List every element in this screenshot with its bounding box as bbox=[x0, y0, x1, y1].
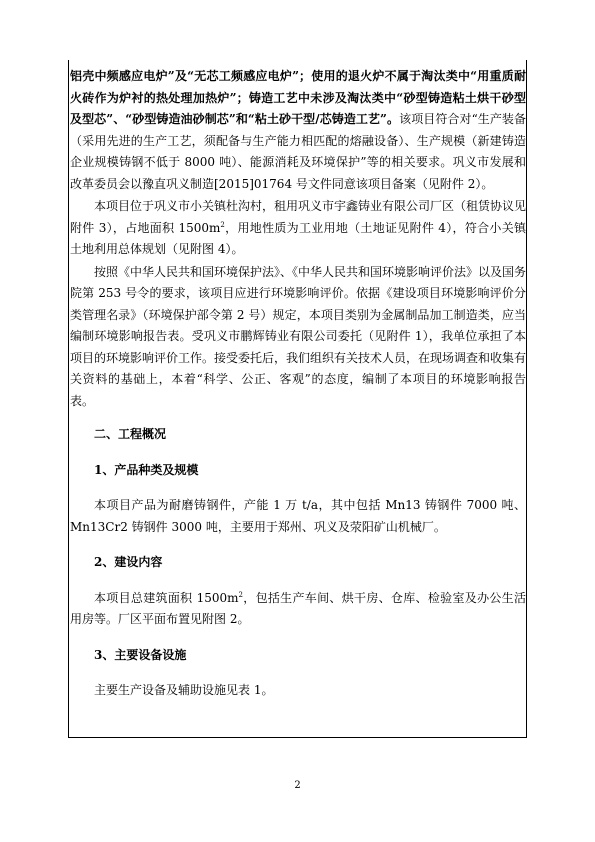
text-segment: 本项目总建筑面积 1500m bbox=[94, 590, 239, 605]
section-heading: 二、工程概况 bbox=[94, 427, 167, 441]
superscript: 2 bbox=[238, 590, 243, 599]
paragraph-regulation: 按照《中华人民共和国环境保护法》、《中华人民共和国环境影响评价法》以及国务院第 253 号令的要求，该项目应进行环境影响评价。依据《建设项目环境影响评价分类管理名录》（环境保护部令第 2 号）规定，本项目类别为金属制品加工制造类，应当编制环境影响报告表。受巩义市鹏辉铸业有限公司委托（见附件 1），我单位承担了本项目的环境影响评价工作。接受委托后，我们组织有关技术人员，在现场调查和收集有关资料的基础上，本着“科学、公正、客观”的态度，编制了本项目的环境影响报告表。 bbox=[70, 264, 527, 408]
subheading-equipment: 3、主要设备设施 bbox=[94, 647, 187, 662]
document-body bbox=[70, 66, 526, 702]
normal-text: 该项目符合对“生产装备（采用先进的生产工艺，须配备与生产能力相匹配的熔融设备）、生产规模（新建铸造企业规模铸钢不低于 8000 吨）、能源消耗及环境保护”等的相关要求。巩义市发展和改革委员会以豫直巩义制造[2015]01764 号文件同意该项目备案（见附件 2）。 bbox=[70, 112, 526, 191]
paragraph-construction bbox=[70, 588, 526, 631]
text-segment: ，包括生产车间、烘干房、仓库、检验室及办公生活用房等。厂区平面布置见附图 2。 bbox=[70, 590, 526, 626]
subheading-construction: 2、建设内容 bbox=[94, 555, 163, 569]
paragraph-products: 本项目产品为耐磨铸钢件，产能 1 万 t/a，其中包括 Mn13 铸钢件 7000 吨、Mn13Cr2 铸钢件 3000 吨，主要用于郑州、巩义及荥阳矿山机械厂。 bbox=[70, 498, 526, 534]
paragraph-compliance bbox=[70, 66, 526, 195]
text-segment: 本项目位于巩义市小关镇杜沟村，租用巩义市宇鑫铸业有限公司厂区（租赁协议见附件 3），占地面积 1500m bbox=[70, 199, 527, 235]
subheading-products: 1、产品种类及规模 bbox=[94, 462, 199, 477]
page-number: 2 bbox=[294, 780, 301, 791]
text-segment: ，用地性质为工业用地（土地证见附件 4），符合小关镇土地利用总体规划（见附图 4）。 bbox=[70, 220, 526, 256]
bold-text: 铝壳中频感应电炉”及“无芯工频感应电炉”；使用的退火炉不属于淘汰类中“用重质耐火砖作为炉衬的热处理加热炉”；铸造工艺中未涉及淘汰类中“砂型铸造粘土烘干砂型及型芯”、“砂型铸造油砂制芯”和“粘土砂干型/芯铸造工艺”。 bbox=[70, 69, 526, 126]
paragraph-equipment: 主要生产设备及辅助设施见表 1。 bbox=[94, 683, 274, 697]
paragraph-location bbox=[70, 196, 526, 261]
superscript: 2 bbox=[220, 220, 225, 229]
